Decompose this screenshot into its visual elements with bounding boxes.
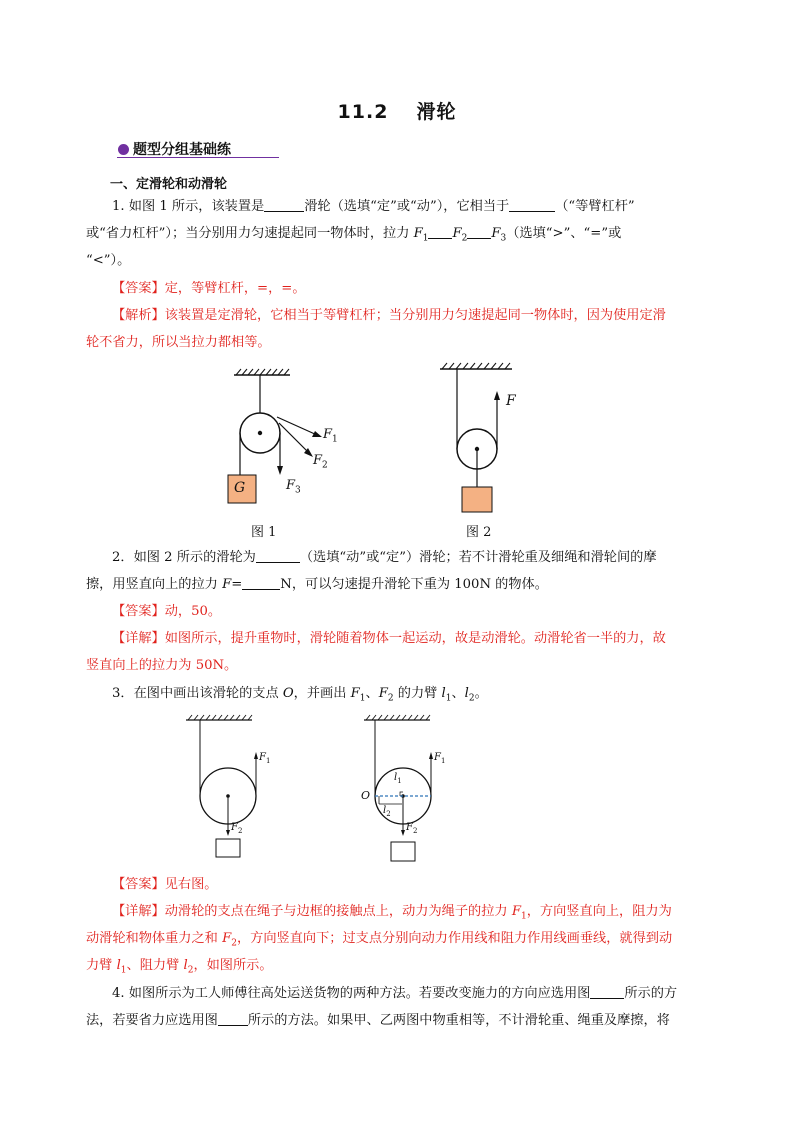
fig3-right-label-F2: $F_2$ <box>406 822 418 835</box>
q3-explanation-2: 动滑轮和物体重力之和 $F_2$，方向竖直向下；过支点分别向动力作用线和阻力作用线画垂线，就得到动 <box>86 931 673 949</box>
q2-answer: 【答案】动，50。 <box>112 604 222 619</box>
q2-explanation-2: 竖直向上的拉力为 50N。 <box>86 658 238 673</box>
figure-3-right-pulley <box>358 712 468 867</box>
q2-explanation-1: 【详解】如图所示，提升重物时，滑轮随着物体一起运动，故是动滑轮。动滑轮省一半的力，故 <box>112 631 666 646</box>
fig3-left-label-F1: $F_1$ <box>259 752 271 765</box>
q2-line1: 2．如图 2 所示的滑轮为 （选填“动”或“定”）滑轮；若不计滑轮重及细绳和滑轮间的摩 <box>112 550 657 565</box>
q3-answer: 【答案】见右图。 <box>112 877 218 892</box>
q2-line2: 擦，用竖直向上的拉力 F= N，可以匀速提升滑轮下重为 100N 的物体。 <box>86 577 548 592</box>
fig1-label-F3: $F_3$ <box>286 478 301 496</box>
fig3-left-label-F2: $F_2$ <box>231 822 243 835</box>
page-title: 11.2 滑轮 <box>337 101 457 123</box>
section-heading: 一、定滑轮和动滑轮 <box>110 177 228 192</box>
section-badge: 题型分组基础练 <box>118 139 231 159</box>
q1-line3: “<”）。 <box>86 253 131 268</box>
fig3-right-label-l2: $l_2$ <box>383 805 391 818</box>
q4-line1: 4. 如图所示为工人师傅往高处运送货物的两种方法。若要改变施力的方向应选用图 所示的方 <box>112 986 678 1001</box>
fig3-right-label-O: O <box>361 789 371 802</box>
fig3-right-label-l1: $l_1$ <box>394 772 402 785</box>
figure-2-movable-pulley <box>432 357 542 517</box>
q3-explanation-3: 力臂 $l_1$、阻力臂 $l_2$，如图所示。 <box>86 958 273 976</box>
fig2-caption: 图 2 <box>466 525 492 540</box>
q1-line1: 1. 如图 1 所示，该装置是 滑轮（选填“定”或“动”），它相当于 （“等臂杠杆” <box>112 199 635 214</box>
badge-underline <box>117 157 279 158</box>
fig1-label-F1: $F_1$ <box>323 427 338 445</box>
bullet-dot-icon <box>118 144 129 155</box>
q1-explanation-2: 轮不省力，所以当拉力都相等。 <box>86 335 271 350</box>
q3-line1: 3．在图中画出该滑轮的支点 O，并画出 $F_1$、$F_2$ 的力臂 $l_1$、$l_2$。 <box>112 686 488 704</box>
fig3-right-label-F1: $F_1$ <box>434 752 446 765</box>
q1-answer: 【答案】定，等臂杠杆，=，=。 <box>112 281 306 296</box>
fig1-label-F2: $F_2$ <box>313 453 328 471</box>
fig1-caption: 图 1 <box>251 525 277 540</box>
fig2-label-F: F <box>506 393 516 409</box>
q1-explanation-1: 【解析】该装置是定滑轮，它相当于等臂杠杆；当分别用力匀速提起同一物体时，因为使用定滑 <box>112 308 666 323</box>
q4-line2: 法，若要省力应选用图 所示的方法。如果甲、乙两图中物重相等，不计滑轮重、绳重及摩擦，将 <box>86 1013 670 1028</box>
fig1-label-G: G <box>234 480 246 496</box>
q3-explanation-1: 【详解】动滑轮的支点在绳子与边框的接触点上，动力为绳子的拉力 $F_1$，方向竖直向上，阻力为 <box>112 904 672 922</box>
figure-3-left-pulley <box>180 712 280 862</box>
q1-line2: 或“省力杠杆”）；当分别用力匀速提起同一物体时，拉力 $F_1$ $F_2$ $F_3$（选填“>”、“=”或 <box>86 226 622 244</box>
